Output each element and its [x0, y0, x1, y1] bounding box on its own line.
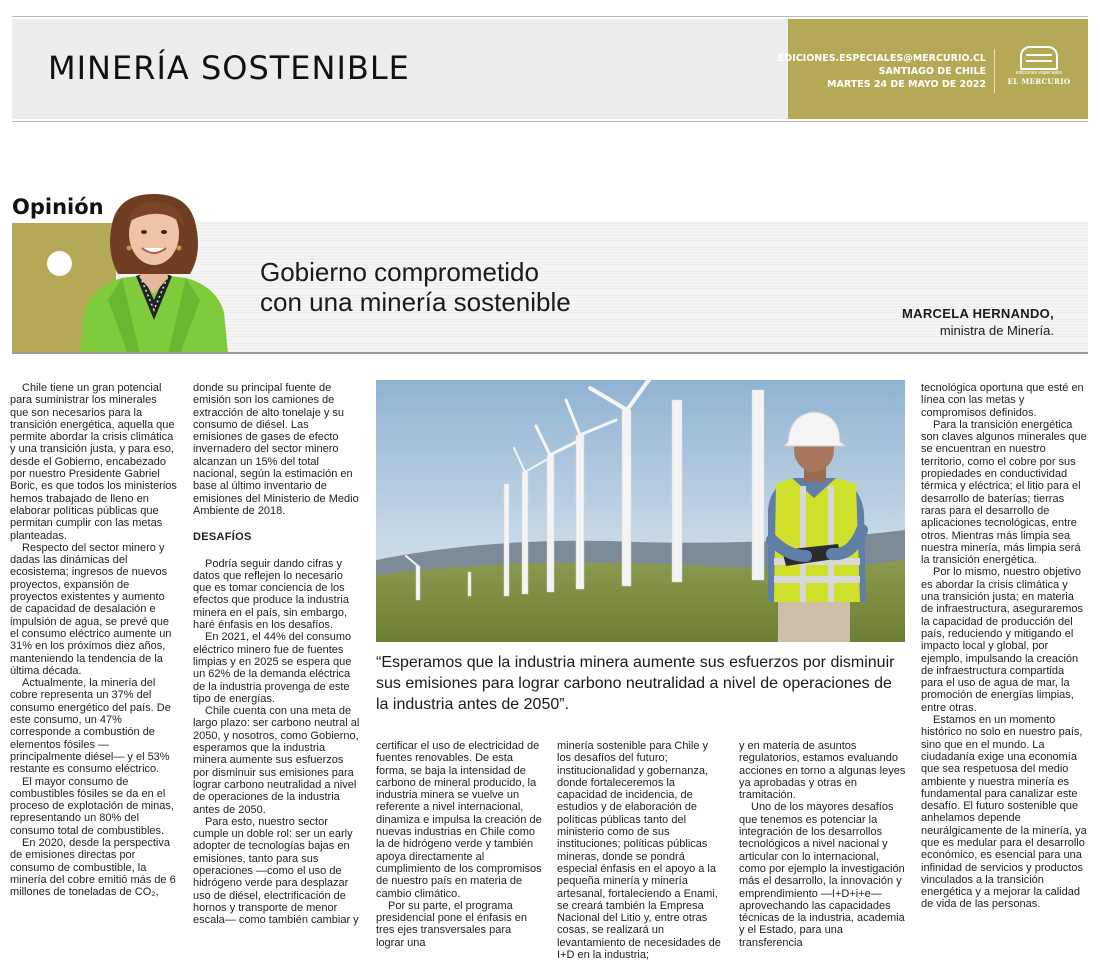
info-divider [994, 49, 995, 93]
paragraph: certificar el uso de electricidad de fuentes renovables. De esta forma, se baja la intensidad de carbono de mineral producido, la industria minera se vuelve un referente a nivel internacional, dinamiza e impulsa la creación de nuevas industrias en Chile como la de hidrógeno verde y también apoya directamente al cumplimiento de los compromisos de nuestro país en materia de cambio climático. [376, 740, 542, 900]
paragraph: Chile cuenta con una meta de largo plazo: ser carbono neutral al 2050, y nosotros, como Gobierno, esperamos que la industria minera aumente sus esfuerzos por disminuir sus emisiones para lograr carbono neutralidad a nivel de operaciones de la industria antes de 2050. [193, 705, 360, 816]
paragraph: Chile tiene un gran potencial para suministrar los minerales que son necesarios para la transición energética, aquella que permite abordar la crisis climática y una transición justa, y para eso, desde el Gobierno, encabezado por nuestro Presidente Gabriel Boric, es que todos los ministerios hemos trabajado de lleno en elaborar políticas públicas que permitan cumplir con las metas planteadas. [10, 382, 177, 542]
edition-info-box [777, 19, 1088, 119]
logo-brand: EL MERCURIO [1007, 77, 1071, 86]
paragraph: donde su principal fuente de emisión son los camiones de extracción de alto tonelaje y su consumo de diésel. Las emisiones de gases de efecto invernadero del sector minero alcanzan un 15% del total nacional, según la estimación en base al último inventario de emisiones del Ministerio de Medio Ambiente de 2018. [193, 382, 359, 517]
article-column-4 [557, 740, 723, 961]
headline-line-2: con una minería sostenible [260, 287, 571, 317]
author-byline [902, 305, 1054, 339]
paragraph: minería sostenible para Chile y los desafíos del futuro; institucionalidad y gobernanza, donde fortaleceremos la capacidad de incidencia, de estudios y de elaboración de políticas públicas tanto del ministerio como de sus instituciones; políticas públicas mineras, donde se pondrá especial énfasis en el apoyo a la pequeña minería y minería artesanal, fortaleciendo a Enami, se creará también la Empresa Nacional del Litio y, entre otras cosas, se realizará un levantamiento de necesidades de I+D en la industria; [557, 740, 721, 961]
edition-info [778, 52, 986, 91]
article-column-2 [193, 382, 361, 926]
article-column-6 [921, 382, 1089, 911]
author-portrait [78, 190, 230, 354]
wind-farm-photo [376, 380, 905, 642]
paragraph: Para esto, nuestro sector cumple un doble rol: ser un early adopter de tecnologías bajas en emisiones, tanto para sus operaciones —como el uso de hidrógeno verde para desplazar uso de diésel, electrificación de hornos y transporte de menor escala— como también cambiar y [193, 815, 359, 927]
article-column-1 [10, 382, 178, 898]
paragraph: El mayor consumo de combustibles fósiles se da en el proceso de explotación de minas, representando un 80% del consumo total de combustibles. [10, 775, 174, 837]
article-column-3 [376, 740, 542, 949]
edition-date: MARTES 24 DE MAYO DE 2022 [827, 79, 986, 90]
paragraph: Uno de los mayores desafíos que tenemos es potenciar la integración de los desarrollos tecnológicos a nivel nacional y articular con lo internacional, como por ejemplo la investigación más el desarrollo, la innovación y emprendimiento —I+D+i+e— aprovechando las capacidades técnicas de la industria, academia y el Estado, para una transferencia [739, 801, 905, 949]
opinion-label: Opinión [12, 195, 104, 219]
logo-subtitle: ediciones especiales [1015, 70, 1063, 76]
header-top-rule [12, 16, 1088, 17]
subheading-desafios: DESAFÍOS [193, 531, 252, 544]
section-title: MINERÍA SOSTENIBLE [48, 49, 410, 87]
newspaper-logo-icon [1020, 46, 1058, 70]
paragraph: tecnológica oportuna que esté en línea con las metas y compromisos definidos. [921, 382, 1084, 419]
el-mercurio-logo [1006, 46, 1072, 86]
article-column-5 [739, 740, 907, 949]
opinion-dot [47, 251, 72, 276]
paragraph: Por lo mismo, nuestro objetivo es abordar la crisis climática y una transición justa; en materia de infraestructura, aseguraremos la capacidad de producción del país, reduciendo y mitigando el impacto local y global, por ejemplo, impulsando la creación de infraestructura compartida para el uso de agua de mar, la promoción de energías limpias, entre otras. [921, 566, 1084, 714]
paragraph: Estamos en un momento histórico no solo en nuestro país, sino que en el mundo. La ciudadanía exige una economía que sea respetuosa del medio ambiente y nuestra minería es fundamental para canalizar este desafío. El futuro sostenible que anhelamos depende neurálgicamente de la minería, ya que es medular para el desarrollo económico, es esencial para una infinidad de servicios y productos vinculados a la transición energética y a mejorar la calidad de vida de las personas. [921, 714, 1087, 911]
paragraph: Podría seguir dando cifras y datos que reflejen lo necesario que es tomar conciencia de los efectos que produce la industria minera en el país, sin embargo, haré énfasis en los desafíos. [193, 557, 349, 632]
paragraph: En 2021, el 44% del consumo eléctrico minero fue de fuentes limpias y en 2025 se espera que un 62% de la demanda eléctrica de la industria provenga de este tipo de energías. [193, 631, 352, 705]
author-role: ministra de Minería. [939, 323, 1054, 338]
pull-quote: “Esperamos que la industria minera aumente sus esfuerzos por disminuir sus emisiones para lograr carbono neutralidad a nivel de operaciones de la industria antes de 2050”. [376, 654, 895, 713]
header-bottom-rule [12, 121, 1088, 122]
headline-line-1: Gobierno comprometido [260, 257, 539, 287]
edition-city: SANTIAGO DE CHILE [878, 66, 986, 77]
edition-email[interactable]: EDICIONES.ESPECIALES@MERCURIO.CL [777, 53, 986, 64]
paragraph: En 2020, desde la perspectiva de emisiones directas por consumo de combustible, la minería del cobre emitió más de 6 millones de toneladas de CO₂, [10, 836, 176, 899]
paragraph: Actualmente, la minería del cobre representa un 37% del consumo energético del país. De este consumo, un 47% corresponde a combustión de elementos fósiles —principalmente diésel— y el 53% restante es consumo eléctrico. [10, 677, 171, 776]
paragraph: Respecto del sector minero y dadas las dinámicas del ecosistema; ingresos de nuevos proyectos, expansión de proyectos existentes y aumento de capacidad de desalación e impulsión de agua, se prevé que el consumo eléctrico aumente un 31% en los próximos diez años, manteniendo la tendencia de la última década. [10, 541, 172, 677]
paragraph: y en materia de asuntos regulatorios, estamos evaluando acciones en torno a algunas leyes ya aprobadas y otras en tramitación. [739, 740, 906, 802]
paragraph: Por su parte, el programa presidencial pone el énfasis en tres ejes transversales para lograr una [376, 899, 528, 949]
section-header [12, 19, 1088, 119]
author-name: MARCELA HERNANDO, [902, 306, 1054, 321]
paragraph: Para la transición energética son claves algunos minerales que se encuentran en nuestro territorio, como el cobre por sus propiedades en conductividad térmica y eléctrica; el litio para el desarrollo de baterías; tierras raras para el desarrollo de aplicaciones tecnológicas, entre otros. Mientras más limpia sea nuestra minería, más limpia será la transición energética. [921, 418, 1087, 567]
article-headline [260, 257, 571, 317]
opinion-bottom-rule [12, 352, 1088, 354]
